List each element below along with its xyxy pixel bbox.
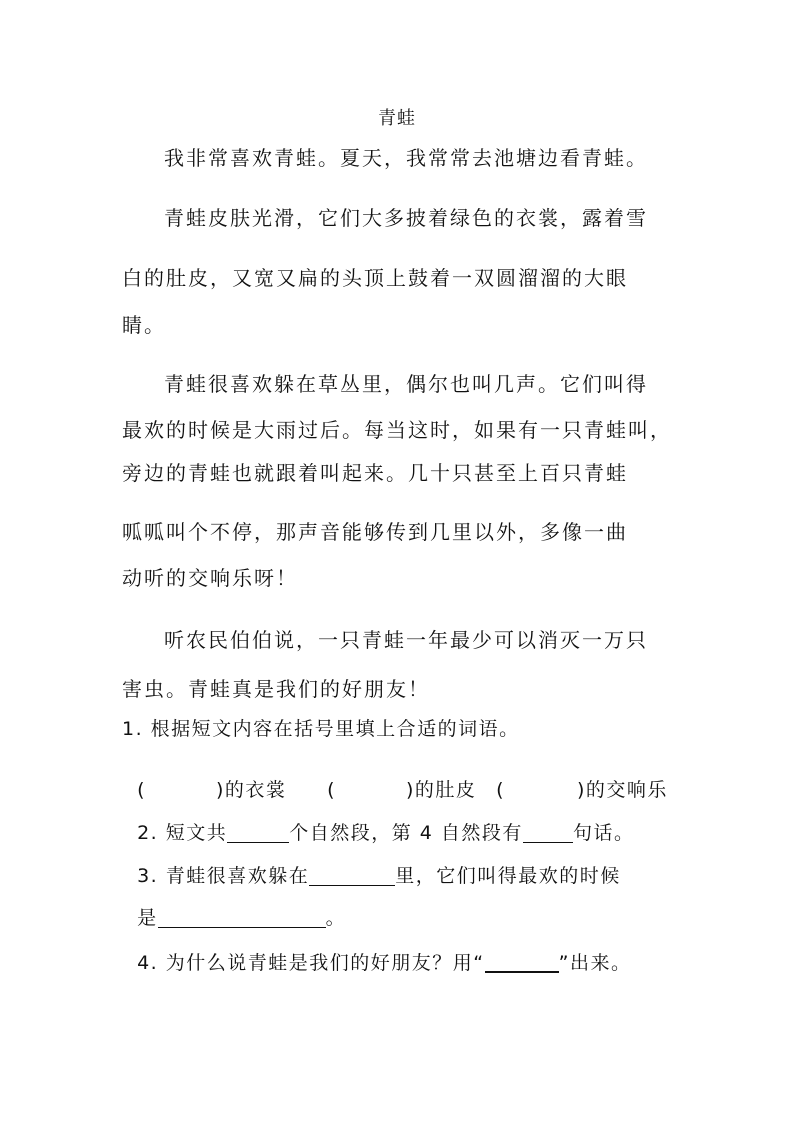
open-paren: ( (327, 779, 337, 801)
question-2 (122, 803, 634, 843)
question-1-blank-symphony (481, 762, 668, 800)
page-title: 青蛙 (378, 108, 416, 129)
question-4-prefix: 4. 为什么说青蛙是我们的好朋友？用“ (137, 952, 485, 974)
answer-blank[interactable] (309, 865, 395, 886)
question-3-middle: 里，它们叫得最欢的时候 (395, 865, 621, 887)
answer-blank[interactable] (158, 907, 326, 928)
paragraph-4-line: 害虫。青蛙真是我们的好朋友！ (122, 677, 430, 701)
paragraph-2-line: 青蛙皮肤光滑，它们大多披着绿色的衣裳，露着雪 (164, 206, 648, 230)
question-2-prefix: 2. 短文共 (137, 822, 228, 844)
item-label: )的交响乐 (577, 779, 668, 801)
paragraph-1-line: 我非常喜欢青蛙。夏天，我常常去池塘边看青蛙。 (164, 146, 648, 170)
paragraph-4-line: 听农民伯伯说，一只青蛙一年最少可以消灭一万只 (164, 628, 648, 652)
paragraph-3-line: 呱呱叫个不停，那声音能够传到几里以外，多像一曲 (122, 520, 628, 544)
question-3-prefix: 3. 青蛙很喜欢躲在 (137, 865, 310, 887)
question-2-middle: 个自然段，第 4 自然段有 (289, 822, 523, 844)
question-3-period: 。 (325, 907, 347, 929)
question-4-suffix: ”出来。 (558, 952, 632, 974)
answer-blank[interactable] (485, 951, 559, 973)
answer-blank[interactable] (227, 822, 289, 843)
open-paren: ( (137, 779, 147, 801)
question-2-suffix: 句话。 (572, 822, 635, 844)
question-1-blank-belly (312, 762, 476, 800)
question-1-text: 1. 根据短文内容在括号里填上合适的词语。 (122, 718, 520, 740)
paragraph-3-line: 最欢的时候是大雨过后。每当这时，如果有一只青蛙叫， (122, 418, 672, 442)
item-label: )的肚皮 (406, 779, 477, 801)
open-paren: ( (496, 779, 506, 801)
paragraph-3-line: 动听的交响乐呀！ (122, 566, 298, 590)
question-3-is: 是 (137, 907, 158, 929)
question-4 (122, 932, 631, 973)
paragraph-3-line: 旁边的青蛙也就跟着叫起来。几十只甚至上百只青蛙 (122, 461, 628, 485)
item-label: )的衣裳 (216, 779, 287, 801)
paragraph-2-line: 白的肚皮，又宽又扁的头顶上鼓着一双圆溜溜的大眼 (122, 266, 628, 290)
paragraph-2-line: 睛。 (122, 313, 166, 337)
answer-blank[interactable] (523, 822, 573, 843)
question-3 (122, 846, 621, 886)
question-3-continued (122, 888, 346, 928)
paragraph-3-line: 青蛙很喜欢躲在草丛里，偶尔也叫几声。它们叫得 (164, 372, 648, 396)
question-1-blank-clothes (122, 762, 286, 800)
